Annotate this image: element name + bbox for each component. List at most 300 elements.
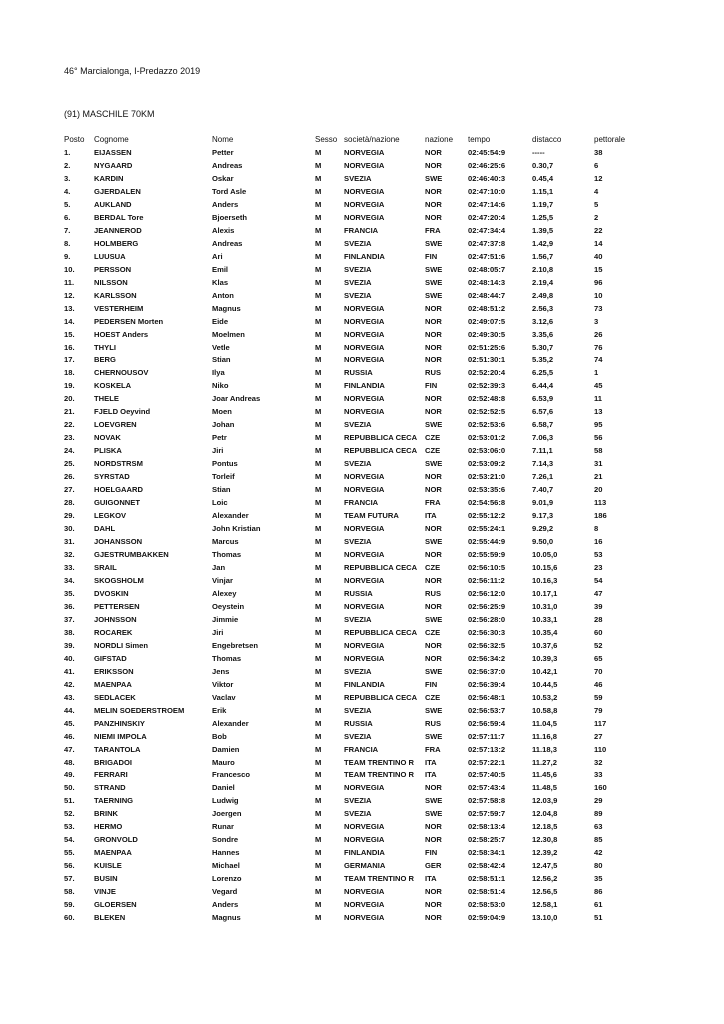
table-row	[64, 329, 654, 342]
cell-sesso: M	[315, 744, 322, 754]
cell-cognome: HERMO	[94, 822, 123, 832]
cell-nazione: NOR	[425, 186, 442, 196]
cell-distacco: 12.18,5	[532, 822, 558, 832]
cell-nazione: SWE	[425, 796, 443, 806]
table-row	[64, 614, 654, 627]
cell-societa: NORVEGIA	[344, 303, 385, 313]
cell-nome: Damien	[212, 744, 240, 754]
cell-nazione: SWE	[425, 809, 443, 819]
cell-cognome: HOELGAARD	[94, 485, 143, 495]
cell-nome: Moen	[212, 407, 232, 417]
cell-sesso: M	[315, 277, 322, 287]
cell-nazione: RUS	[425, 718, 442, 728]
cell-posto: 9.	[64, 251, 71, 261]
cell-societa: NORVEGIA	[344, 575, 385, 585]
cell-nazione: CZE	[425, 692, 441, 702]
cell-societa: NORVEGIA	[344, 212, 385, 222]
table-row	[64, 769, 654, 782]
cell-sesso: M	[315, 355, 322, 365]
cell-nazione: CZE	[425, 562, 441, 572]
cell-distacco: 11.04,5	[532, 718, 557, 728]
cell-nazione: NOR	[425, 575, 442, 585]
table-row	[64, 458, 654, 471]
cell-cognome: ERIKSSON	[94, 666, 134, 676]
cell-cognome: FJELD Oeyvind	[94, 407, 151, 417]
cell-posto: 47.	[64, 744, 75, 754]
cell-pettorale: 35	[594, 874, 603, 884]
table-row	[64, 860, 654, 873]
cell-tempo: 02:57:13:2	[468, 744, 506, 754]
cell-sesso: M	[315, 770, 322, 780]
cell-sesso: M	[315, 822, 322, 832]
cell-nome: Anders	[212, 199, 239, 209]
cell-tempo: 02:58:53:0	[468, 900, 506, 910]
cell-sesso: M	[315, 316, 322, 326]
cell-nazione: NOR	[425, 485, 442, 495]
cell-societa: SVEZIA	[344, 277, 372, 287]
cell-nazione: FIN	[425, 848, 438, 858]
cell-pettorale: 96	[594, 277, 603, 287]
table-row	[64, 186, 654, 199]
cell-distacco: 10.15,6	[532, 562, 558, 572]
cell-pettorale: 65	[594, 653, 603, 663]
cell-societa: FRANCIA	[344, 498, 379, 508]
cell-societa: NORVEGIA	[344, 316, 385, 326]
cell-sesso: M	[315, 835, 322, 845]
cell-societa: NORVEGIA	[344, 822, 385, 832]
cell-distacco: 9.50,0	[532, 537, 554, 547]
table-row	[64, 147, 654, 160]
cell-nome: Engebretsen	[212, 640, 258, 650]
cell-pettorale: 13	[594, 407, 603, 417]
cell-nazione: SWE	[425, 666, 443, 676]
cell-pettorale: 58	[594, 446, 603, 456]
cell-societa: TEAM TRENTINO R	[344, 874, 415, 884]
table-row	[64, 549, 654, 562]
cell-sesso: M	[315, 614, 322, 624]
table-row	[64, 705, 654, 718]
cell-posto: 19.	[64, 381, 75, 391]
cell-cognome: HOLMBERG	[94, 238, 139, 248]
cell-tempo: 02:58:51:1	[468, 874, 506, 884]
cell-pettorale: 32	[594, 757, 603, 767]
cell-societa: NORVEGIA	[344, 524, 385, 534]
cell-tempo: 02:56:25:9	[468, 601, 506, 611]
cell-distacco: 10.33,1	[532, 614, 558, 624]
cell-nazione: NOR	[425, 342, 442, 352]
cell-posto: 22.	[64, 420, 75, 430]
cell-nazione: SWE	[425, 537, 443, 547]
cell-nazione: FRA	[425, 225, 441, 235]
cell-nazione: NOR	[425, 835, 442, 845]
cell-pettorale: 27	[594, 731, 603, 741]
cell-distacco: 2.49,8	[532, 290, 554, 300]
cell-sesso: M	[315, 666, 322, 676]
cell-pettorale: 70	[594, 666, 603, 676]
cell-nome: Eide	[212, 316, 229, 326]
cell-sesso: M	[315, 459, 322, 469]
cell-nazione: SWE	[425, 238, 443, 248]
cell-posto: 27.	[64, 485, 75, 495]
cell-pettorale: 89	[594, 809, 603, 819]
cell-nome: Jiri	[212, 446, 224, 456]
cell-nome: Hannes	[212, 848, 240, 858]
cell-cognome: NYGAARD	[94, 160, 133, 170]
cell-nome: Michael	[212, 861, 240, 871]
cell-nome: Ilya	[212, 368, 225, 378]
cell-cognome: NIEMI IMPOLA	[94, 731, 147, 741]
cell-nazione: ITA	[425, 757, 437, 767]
cell-sesso: M	[315, 199, 322, 209]
cell-nazione: FIN	[425, 381, 438, 391]
cell-pettorale: 5	[594, 199, 599, 209]
cell-tempo: 02:52:52:5	[468, 407, 506, 417]
cell-societa: RUSSIA	[344, 718, 373, 728]
cell-pettorale: 63	[594, 822, 603, 832]
cell-tempo: 02:52:20:4	[468, 368, 506, 378]
cell-tempo: 02:54:56:8	[468, 498, 506, 508]
cell-distacco: 9.17,3	[532, 511, 554, 521]
cell-distacco: 10.53,2	[532, 692, 558, 702]
cell-sesso: M	[315, 485, 322, 495]
cell-cognome: KARDIN	[94, 173, 124, 183]
cell-nazione: SWE	[425, 173, 443, 183]
cell-nazione: NOR	[425, 900, 442, 910]
cell-sesso: M	[315, 524, 322, 534]
cell-societa: SVEZIA	[344, 809, 372, 819]
cell-posto: 15.	[64, 329, 75, 339]
cell-nome: Joar Andreas	[212, 394, 261, 404]
cell-cognome: BERDAL Tore	[94, 212, 144, 222]
cell-societa: SVEZIA	[344, 238, 372, 248]
cell-pettorale: 160	[594, 783, 607, 793]
cell-sesso: M	[315, 874, 322, 884]
cell-pettorale: 11	[594, 394, 603, 404]
cell-pettorale: 4	[594, 186, 599, 196]
cell-cognome: BUSIN	[94, 874, 118, 884]
table-row	[64, 484, 654, 497]
cell-sesso: M	[315, 498, 322, 508]
cell-sesso: M	[315, 848, 322, 858]
cell-societa: FRANCIA	[344, 744, 379, 754]
cell-pettorale: 79	[594, 705, 603, 715]
cell-societa: GERMANIA	[344, 861, 386, 871]
cell-distacco: 0.30,7	[532, 160, 554, 170]
cell-cognome: PERSSON	[94, 264, 132, 274]
cell-sesso: M	[315, 186, 322, 196]
cell-nome: Alexander	[212, 511, 249, 521]
cell-posto: 48.	[64, 757, 75, 767]
header-nome: Nome	[212, 135, 234, 144]
table-row	[64, 367, 654, 380]
cell-distacco: 3.35,6	[532, 329, 554, 339]
cell-distacco: 11.16,8	[532, 731, 557, 741]
cell-posto: 1.	[64, 147, 71, 157]
cell-nome: Jan	[212, 562, 226, 572]
cell-tempo: 02:52:39:3	[468, 381, 506, 391]
cell-pettorale: 74	[594, 355, 603, 365]
cell-nazione: NOR	[425, 913, 442, 923]
header-societa: società/nazione	[344, 135, 400, 144]
table-row	[64, 199, 654, 212]
cell-tempo: 02:58:42:4	[468, 861, 506, 871]
cell-cognome: GRONVOLD	[94, 835, 138, 845]
cell-pettorale: 80	[594, 861, 603, 871]
cell-distacco: 0.45,4	[532, 173, 554, 183]
cell-distacco: 12.56,5	[532, 887, 558, 897]
cell-pettorale: 22	[594, 225, 603, 235]
cell-societa: FRANCIA	[344, 225, 379, 235]
cell-nazione: SWE	[425, 459, 443, 469]
cell-pettorale: 39	[594, 601, 603, 611]
cell-distacco: 7.11,1	[532, 446, 553, 456]
cell-nazione: GER	[425, 861, 442, 871]
cell-tempo: 02:47:37:8	[468, 238, 506, 248]
header-nazione: nazione	[425, 135, 454, 144]
cell-distacco: 12.58,1	[532, 900, 558, 910]
cell-distacco: 12.56,2	[532, 874, 558, 884]
cell-societa: SVEZIA	[344, 459, 372, 469]
cell-nome: Petter	[212, 147, 234, 157]
cell-societa: REPUBBLICA CECA	[344, 446, 418, 456]
table-row	[64, 912, 654, 925]
cell-nome: Vaclav	[212, 692, 236, 702]
cell-sesso: M	[315, 420, 322, 430]
cell-posto: 45.	[64, 718, 75, 728]
cell-posto: 5.	[64, 199, 71, 209]
table-row	[64, 782, 654, 795]
cell-pettorale: 73	[594, 303, 603, 313]
cell-societa: SVEZIA	[344, 173, 372, 183]
cell-nazione: NOR	[425, 887, 442, 897]
cell-posto: 32.	[64, 550, 75, 559]
category-heading: (91) MASCHILE 70KM	[64, 109, 155, 119]
cell-distacco: 1.15,1	[532, 186, 554, 196]
cell-distacco: 10.42,1	[532, 666, 558, 676]
cell-posto: 29.	[64, 511, 75, 521]
cell-tempo: 02:48:14:3	[468, 277, 506, 287]
cell-nazione: RUS	[425, 368, 442, 378]
cell-tempo: 02:49:07:5	[468, 316, 506, 326]
cell-tempo: 02:51:25:6	[468, 342, 506, 352]
table-row	[64, 406, 654, 419]
cell-nazione: FRA	[425, 744, 441, 754]
cell-societa: REPUBBLICA CECA	[344, 627, 418, 637]
cell-distacco: 10.35,4	[532, 627, 558, 637]
cell-societa: NORVEGIA	[344, 407, 385, 417]
cell-nazione: SWE	[425, 731, 443, 741]
header-tempo: tempo	[468, 135, 491, 144]
cell-cognome: CHERNOUSOV	[94, 368, 149, 378]
cell-distacco: 11.48,5	[532, 783, 557, 793]
cell-tempo: 02:47:51:6	[468, 251, 506, 261]
cell-tempo: 02:55:59:9	[468, 550, 506, 559]
cell-pettorale: 33	[594, 770, 603, 780]
cell-societa: NORVEGIA	[344, 783, 385, 793]
table-row	[64, 692, 654, 705]
cell-posto: 20.	[64, 394, 75, 404]
cell-societa: NORVEGIA	[344, 485, 385, 495]
cell-sesso: M	[315, 562, 322, 572]
cell-nazione: SWE	[425, 277, 443, 287]
cell-societa: FINLANDIA	[344, 848, 385, 858]
cell-nome: Johan	[212, 420, 235, 430]
header-pettorale: pettorale	[594, 135, 626, 144]
table-row	[64, 432, 654, 445]
cell-nazione: NOR	[425, 653, 442, 663]
cell-cognome: EIJASSEN	[94, 147, 132, 157]
cell-distacco: 7.14,3	[532, 459, 554, 469]
cell-pettorale: 85	[594, 835, 603, 845]
cell-cognome: PEDERSEN Morten	[94, 316, 164, 326]
cell-posto: 49.	[64, 770, 75, 780]
cell-nome: Alexander	[212, 718, 249, 728]
cell-sesso: M	[315, 757, 322, 767]
table-row	[64, 251, 654, 264]
header-sesso: Sesso	[315, 135, 338, 144]
cell-pettorale: 26	[594, 329, 603, 339]
cell-tempo: 02:57:22:1	[468, 757, 506, 767]
cell-societa: SVEZIA	[344, 731, 372, 741]
cell-sesso: M	[315, 290, 322, 300]
cell-cognome: VESTERHEIM	[94, 303, 144, 313]
cell-distacco: 11.27,2	[532, 757, 557, 767]
cell-distacco: 10.39,3	[532, 653, 558, 663]
cell-sesso: M	[315, 511, 322, 521]
cell-pettorale: 76	[594, 342, 603, 352]
cell-tempo: 02:57:59:7	[468, 809, 506, 819]
cell-cognome: HOEST Anders	[94, 329, 149, 339]
cell-pettorale: 1	[594, 368, 599, 378]
cell-sesso: M	[315, 627, 322, 637]
cell-posto: 44.	[64, 705, 75, 715]
header-row	[64, 134, 654, 147]
cell-distacco: 7.40,7	[532, 485, 554, 495]
cell-nazione: NOR	[425, 316, 442, 326]
cell-pettorale: 6	[594, 160, 599, 170]
cell-pettorale: 60	[594, 627, 603, 637]
cell-nome: Ari	[212, 251, 223, 261]
cell-distacco: 6.53,9	[532, 394, 554, 404]
cell-societa: NORVEGIA	[344, 601, 385, 611]
table-row	[64, 303, 654, 316]
cell-pettorale: 31	[594, 459, 603, 469]
cell-pettorale: 20	[594, 485, 603, 495]
cell-pettorale: 8	[594, 524, 599, 534]
cell-nome: Lorenzo	[212, 874, 242, 884]
cell-sesso: M	[315, 861, 322, 871]
cell-sesso: M	[315, 264, 322, 274]
cell-pettorale: 47	[594, 588, 603, 598]
cell-societa: RUSSIA	[344, 368, 373, 378]
cell-cognome: FERRARI	[94, 770, 128, 780]
cell-sesso: M	[315, 537, 322, 547]
cell-tempo: 02:53:35:6	[468, 485, 506, 495]
cell-tempo: 02:57:11:7	[468, 731, 505, 741]
cell-sesso: M	[315, 692, 322, 702]
cell-posto: 50.	[64, 783, 75, 793]
cell-sesso: M	[315, 913, 322, 923]
cell-sesso: M	[315, 731, 322, 741]
cell-sesso: M	[315, 887, 322, 897]
cell-distacco: 10.31,0	[532, 601, 558, 611]
table-row	[64, 173, 654, 186]
table-row	[64, 666, 654, 679]
cell-nazione: NOR	[425, 407, 442, 417]
cell-societa: FINLANDIA	[344, 679, 385, 689]
cell-societa: TEAM TRENTINO R	[344, 757, 415, 767]
cell-cognome: SRAIL	[94, 562, 117, 572]
cell-nome: Ludwig	[212, 796, 239, 806]
cell-distacco: 6.25,5	[532, 368, 554, 378]
cell-societa: RUSSIA	[344, 588, 373, 598]
cell-nome: John Kristian	[212, 524, 261, 534]
cell-pettorale: 61	[594, 900, 603, 910]
cell-societa: SVEZIA	[344, 264, 372, 274]
cell-tempo: 02:55:44:9	[468, 537, 506, 547]
cell-nome: Bjoerseth	[212, 212, 248, 222]
table-row	[64, 536, 654, 549]
cell-sesso: M	[315, 303, 322, 313]
cell-posto: 21.	[64, 407, 75, 417]
cell-pettorale: 21	[594, 472, 603, 482]
table-row	[64, 354, 654, 367]
cell-tempo: 02:56:10:5	[468, 562, 506, 572]
cell-cognome: VINJE	[94, 887, 116, 897]
cell-sesso: M	[315, 147, 322, 157]
cell-pettorale: 14	[594, 238, 603, 248]
cell-nazione: SWE	[425, 290, 443, 300]
table-row	[64, 627, 654, 640]
cell-posto: 40.	[64, 653, 75, 663]
cell-distacco: 1.25,5	[532, 212, 554, 222]
cell-societa: NORVEGIA	[344, 186, 385, 196]
cell-societa: SVEZIA	[344, 614, 372, 624]
cell-cognome: JEANNEROD	[94, 225, 142, 235]
cell-nazione: NOR	[425, 212, 442, 222]
cell-sesso: M	[315, 394, 322, 404]
table-row	[64, 821, 654, 834]
cell-societa: SVEZIA	[344, 420, 372, 430]
cell-tempo: 02:53:06:0	[468, 446, 506, 456]
cell-distacco: 11.45,6	[532, 770, 557, 780]
table-row	[64, 873, 654, 886]
cell-nazione: NOR	[425, 147, 442, 157]
cell-posto: 8.	[64, 238, 71, 248]
cell-nazione: SWE	[425, 420, 443, 430]
cell-distacco: 10.44,5	[532, 679, 558, 689]
table-row	[64, 497, 654, 510]
cell-distacco: 9.01,9	[532, 498, 554, 508]
cell-nome: Loic	[212, 498, 228, 508]
cell-cognome: NOVAK	[94, 433, 121, 443]
cell-nome: Vinjar	[212, 575, 233, 585]
cell-distacco: 1.39,5	[532, 225, 554, 235]
cell-cognome: MAENPAA	[94, 679, 132, 689]
cell-posto: 56.	[64, 861, 75, 871]
cell-pettorale: 23	[594, 562, 603, 572]
cell-societa: SVEZIA	[344, 796, 372, 806]
cell-distacco: 13.10,0	[532, 913, 558, 923]
cell-nazione: CZE	[425, 627, 441, 637]
cell-sesso: M	[315, 472, 322, 482]
cell-tempo: 02:56:30:3	[468, 627, 506, 637]
cell-sesso: M	[315, 588, 322, 598]
table-row	[64, 445, 654, 458]
cell-pettorale: 52	[594, 640, 603, 650]
cell-cognome: JOHANSSON	[94, 537, 143, 547]
cell-nome: Niko	[212, 381, 229, 391]
